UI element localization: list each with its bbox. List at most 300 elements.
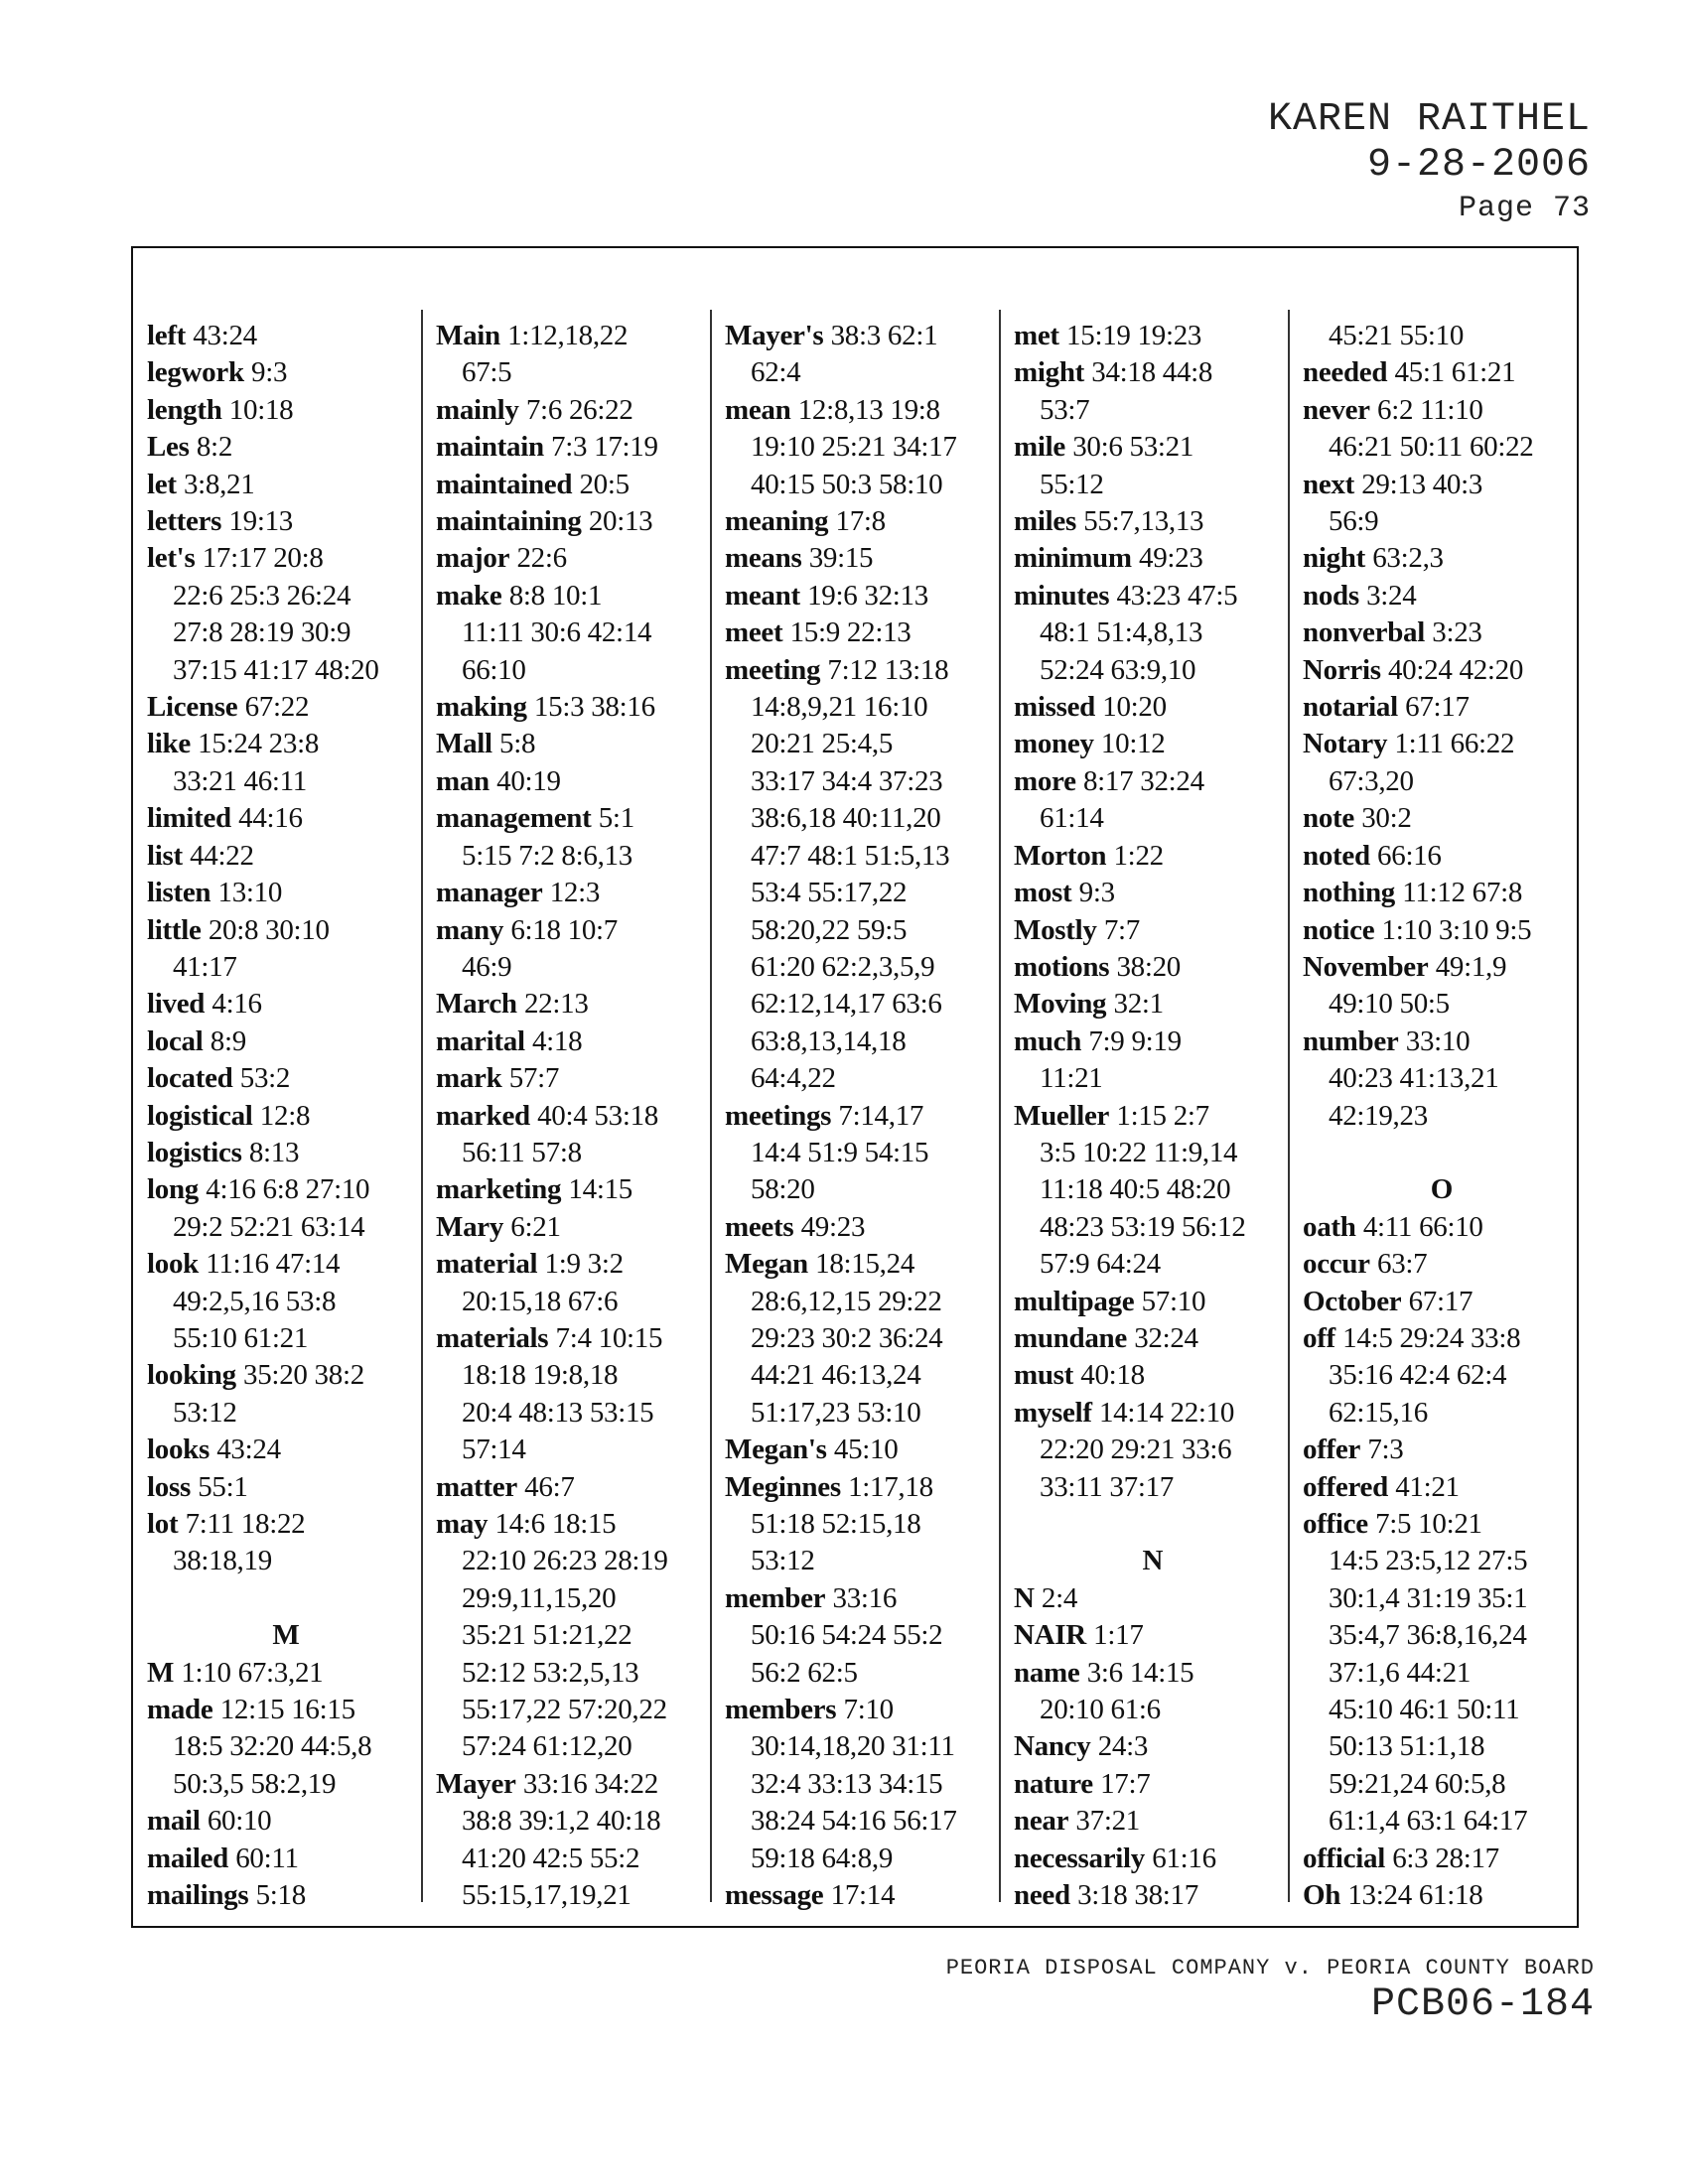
page-line-refs: 14:4 51:9 54:15 xyxy=(751,1136,929,1168)
index-term: myself xyxy=(1014,1396,1092,1429)
index-continuation xyxy=(725,1284,1003,1320)
index-entry xyxy=(1014,726,1292,762)
page-line-refs: 58:20 xyxy=(751,1173,815,1206)
page-line-refs: 17:14 xyxy=(830,1879,896,1912)
page-line-refs: 55:10 61:21 xyxy=(173,1321,309,1354)
page-line-refs: 50:16 54:24 55:2 xyxy=(751,1619,943,1652)
index-continuation xyxy=(725,912,1003,949)
index-term: marked xyxy=(436,1099,530,1132)
page-line-refs: 5:8 xyxy=(499,728,536,760)
page-line-refs: 20:10 61:6 xyxy=(1040,1694,1161,1726)
page-line-refs: 5:18 xyxy=(255,1879,306,1912)
page-line-refs: 38:6,18 40:11,20 xyxy=(751,802,941,835)
index-entry xyxy=(1014,1320,1292,1357)
page-line-refs: 37:1,6 44:21 xyxy=(1329,1656,1472,1689)
index-continuation xyxy=(147,1766,425,1803)
index-entry xyxy=(1014,354,1292,391)
page-line-refs: 33:10 xyxy=(1405,1024,1471,1057)
index-term: Mostly xyxy=(1014,913,1097,946)
page-line-refs: 3:8,21 xyxy=(183,468,255,500)
index-entry xyxy=(1014,986,1292,1023)
index-term: member xyxy=(725,1581,826,1614)
index-entry xyxy=(725,392,1003,429)
page-line-refs: 4:11 66:10 xyxy=(1362,1210,1483,1243)
index-entry xyxy=(147,1655,425,1692)
page-line-refs: 14:5 29:24 33:8 xyxy=(1342,1321,1521,1354)
page-line-refs: 1:17,18 xyxy=(848,1470,933,1503)
index-entry xyxy=(147,689,425,726)
index-continuation xyxy=(147,1209,425,1246)
page-line-refs: 33:16 34:22 xyxy=(522,1767,658,1800)
index-term: may xyxy=(436,1508,489,1540)
index-entry xyxy=(436,392,714,429)
page-line-refs: 51:18 52:15,18 xyxy=(751,1508,921,1540)
index-term: Moving xyxy=(1014,988,1107,1021)
index-entry xyxy=(147,1506,425,1543)
page-line-refs: 30:14,18,20 31:11 xyxy=(751,1730,955,1763)
page-line-refs: 29:9,11,15,20 xyxy=(462,1581,617,1614)
page-line-refs: 67:3,20 xyxy=(1329,764,1414,797)
index-continuation xyxy=(436,354,714,391)
index-entry xyxy=(147,429,425,466)
page-line-refs: 56:11 57:8 xyxy=(462,1136,582,1168)
page-line-refs: 9:3 xyxy=(251,356,288,389)
index-entry xyxy=(147,986,425,1023)
page-line-refs: 66:16 xyxy=(1377,839,1442,872)
page-line-refs: 20:8 30:10 xyxy=(208,913,330,946)
page-line-refs: 38:3 62:1 xyxy=(830,320,938,351)
index-continuation xyxy=(725,1357,1003,1394)
page-line-refs: 56:2 62:5 xyxy=(751,1656,858,1689)
index-entry xyxy=(725,1246,1003,1283)
index-term: members xyxy=(725,1694,837,1726)
index-entry xyxy=(1303,354,1581,391)
index-continuation xyxy=(725,1543,1003,1579)
index-term: off xyxy=(1303,1321,1335,1354)
index-continuation xyxy=(436,614,714,651)
index-term: noted xyxy=(1303,839,1370,872)
page-line-refs: 7:14,17 xyxy=(838,1099,924,1132)
index-continuation xyxy=(1014,1246,1292,1283)
page-line-refs: 22:20 29:21 33:6 xyxy=(1040,1433,1232,1466)
page-line-refs: 14:14 22:10 xyxy=(1098,1396,1235,1429)
index-entry xyxy=(725,318,1003,354)
index-entry xyxy=(147,503,425,540)
page-line-refs: 50:3,5 58:2,19 xyxy=(173,1767,337,1800)
page-line-refs: 44:21 46:13,24 xyxy=(751,1359,921,1392)
page-line-refs: 30:6 53:21 xyxy=(1072,431,1194,464)
index-continuation xyxy=(1303,763,1581,800)
index-continuation xyxy=(1303,1803,1581,1840)
index-entry xyxy=(147,1469,425,1506)
index-continuation xyxy=(147,1395,425,1432)
page-line-refs: 59:21,24 60:5,8 xyxy=(1329,1767,1506,1800)
index-term: materials xyxy=(436,1321,549,1354)
index-entry xyxy=(1014,1395,1292,1432)
index-term: meetings xyxy=(725,1099,832,1132)
index-term: matter xyxy=(436,1470,517,1503)
page-line-refs: 18:15,24 xyxy=(815,1248,915,1281)
index-continuation xyxy=(436,1841,714,1877)
page-line-refs: 3:18 38:17 xyxy=(1077,1879,1198,1912)
index-entry xyxy=(1014,578,1292,614)
index-term: money xyxy=(1014,728,1094,760)
page-line-refs: 49:1,9 xyxy=(1435,950,1507,983)
index-entry xyxy=(147,1024,425,1060)
page-line-refs: 44:16 xyxy=(238,802,303,835)
page-line-refs: 11:21 xyxy=(1040,1062,1103,1095)
page-line-refs: 11:16 47:14 xyxy=(206,1248,341,1281)
page-line-refs: 12:8,13 19:8 xyxy=(797,393,940,426)
page-line-refs: 4:16 xyxy=(211,988,262,1021)
page-line-refs: 52:12 53:2,5,13 xyxy=(462,1656,639,1689)
index-entry xyxy=(436,467,714,503)
page-line-refs: 3:23 xyxy=(1432,616,1482,649)
index-entry xyxy=(1014,1803,1292,1840)
index-continuation xyxy=(1303,1766,1581,1803)
page-line-refs: 37:21 xyxy=(1075,1805,1140,1838)
page-line-refs: 6:18 10:7 xyxy=(510,913,619,946)
index-entry xyxy=(1014,1841,1292,1877)
index-term: Mayer xyxy=(436,1767,516,1800)
index-term: list xyxy=(147,839,183,872)
page-line-refs: 13:10 xyxy=(217,877,283,909)
page-line-refs: 53:12 xyxy=(751,1545,815,1577)
index-continuation xyxy=(436,1692,714,1728)
index-term: looks xyxy=(147,1433,210,1466)
page-line-refs: 37:15 41:17 48:20 xyxy=(173,653,379,686)
index-continuation xyxy=(436,1395,714,1432)
index-entry xyxy=(725,1692,1003,1728)
page-line-refs: 55:1 xyxy=(198,1470,248,1503)
index-entry xyxy=(1303,467,1581,503)
index-term: lived xyxy=(147,988,206,1021)
index-term: length xyxy=(147,393,222,426)
index-term: night xyxy=(1303,542,1365,575)
index-continuation xyxy=(1014,1060,1292,1097)
index-term: miles xyxy=(1014,505,1076,538)
index-entry xyxy=(436,1506,714,1543)
index-entry xyxy=(1014,1877,1292,1914)
index-continuation xyxy=(436,1284,714,1320)
page-line-refs: 9:3 xyxy=(1078,877,1115,909)
page-line-refs: 48:23 53:19 56:12 xyxy=(1040,1210,1246,1243)
index-term: need xyxy=(1014,1879,1070,1912)
index-entry xyxy=(1014,838,1292,875)
page-line-refs: 61:14 xyxy=(1040,802,1104,835)
index-entry xyxy=(725,1580,1003,1617)
index-entry xyxy=(147,1060,425,1097)
index-entry xyxy=(1303,614,1581,651)
index-term: Mueller xyxy=(1014,1099,1110,1132)
index-entry xyxy=(436,1246,714,1283)
index-term: minimum xyxy=(1014,542,1132,575)
index-entry xyxy=(1014,318,1292,354)
index-entry xyxy=(147,1432,425,1468)
index-term: mundane xyxy=(1014,1321,1127,1354)
page-line-refs: 63:8,13,14,18 xyxy=(751,1024,907,1057)
index-term: left xyxy=(147,320,187,351)
page-line-refs: 57:14 xyxy=(462,1433,526,1466)
page-line-refs: 67:5 xyxy=(462,356,512,389)
index-entry xyxy=(147,800,425,837)
index-continuation xyxy=(1303,1357,1581,1394)
index-entry xyxy=(147,1135,425,1171)
page-line-refs: 8:8 10:1 xyxy=(508,579,603,612)
page-line-refs: 10:18 xyxy=(228,393,294,426)
page-line-refs: 10:12 xyxy=(1100,728,1166,760)
page-line-refs: 67:17 xyxy=(1405,691,1470,724)
index-continuation xyxy=(725,1617,1003,1654)
page-line-refs: 20:21 25:4,5 xyxy=(751,728,894,760)
index-term: let xyxy=(147,468,177,500)
index-term: Meginnes xyxy=(725,1470,841,1503)
index-term: October xyxy=(1303,1285,1402,1317)
index-entry xyxy=(1303,1506,1581,1543)
index-entry xyxy=(1014,1766,1292,1803)
page-line-refs: 41:20 42:5 55:2 xyxy=(462,1842,640,1874)
page-line-refs: 7:7 xyxy=(1103,913,1140,946)
index-entry xyxy=(147,1246,425,1283)
index-entry xyxy=(725,503,1003,540)
index-column-5 xyxy=(1303,318,1581,1914)
page-line-refs: 49:23 xyxy=(1139,542,1203,575)
index-entry xyxy=(1014,1284,1292,1320)
index-term: note xyxy=(1303,802,1354,835)
index-entry xyxy=(436,763,714,800)
page-line-refs: 40:24 42:20 xyxy=(1387,653,1524,686)
index-term: official xyxy=(1303,1842,1385,1874)
index-continuation xyxy=(1303,318,1581,354)
index-continuation xyxy=(725,467,1003,503)
index-entry xyxy=(725,1098,1003,1135)
page-line-refs: 30:1,4 31:19 35:1 xyxy=(1329,1581,1528,1614)
index-term: Morton xyxy=(1014,839,1107,872)
page-line-refs: 40:23 41:13,21 xyxy=(1329,1062,1499,1095)
index-continuation xyxy=(147,614,425,651)
page-line-refs: 8:2 xyxy=(196,431,233,464)
index-continuation xyxy=(725,726,1003,762)
index-continuation xyxy=(1303,1395,1581,1432)
index-entry xyxy=(147,875,425,911)
page-line-refs: 3:24 xyxy=(1366,579,1417,612)
page-line-refs: 41:21 xyxy=(1395,1470,1460,1503)
page-line-refs: 57:10 xyxy=(1141,1285,1206,1317)
page-line-refs: 12:3 xyxy=(549,877,601,909)
index-term: offered xyxy=(1303,1470,1388,1503)
index-continuation xyxy=(1303,1617,1581,1654)
page-line-refs: 57:24 61:12,20 xyxy=(462,1730,632,1763)
index-entry xyxy=(436,912,714,949)
index-column-2 xyxy=(436,318,714,1914)
index-continuation xyxy=(725,1320,1003,1357)
index-continuation xyxy=(436,1803,714,1840)
index-term: mile xyxy=(1014,431,1065,464)
index-term: logistical xyxy=(147,1099,253,1132)
index-continuation xyxy=(1014,1432,1292,1468)
page-line-refs: 7:12 13:18 xyxy=(827,653,949,686)
index-term: met xyxy=(1014,320,1059,351)
index-continuation xyxy=(1014,614,1292,651)
index-column-3 xyxy=(725,318,1003,1914)
index-entry xyxy=(436,1209,714,1246)
index-term: March xyxy=(436,988,517,1021)
index-entry xyxy=(147,912,425,949)
index-term: License xyxy=(147,691,238,724)
page-line-refs: 7:6 26:22 xyxy=(525,393,633,426)
index-entry xyxy=(436,800,714,837)
index-entry xyxy=(436,429,714,466)
page-line-refs: 7:3 17:19 xyxy=(551,431,658,464)
page-line-refs: 43:24 xyxy=(193,320,257,351)
index-entry xyxy=(1303,949,1581,986)
index-entry xyxy=(1014,503,1292,540)
index-term: near xyxy=(1014,1805,1069,1838)
page-line-refs: 56:9 xyxy=(1329,505,1379,538)
index-term: mailed xyxy=(147,1842,228,1874)
index-continuation xyxy=(1014,1692,1292,1728)
index-continuation xyxy=(1014,1209,1292,1246)
index-entry xyxy=(1014,875,1292,911)
page-line-refs: 1:17 xyxy=(1093,1619,1144,1652)
index-column-4 xyxy=(1014,318,1292,1914)
index-continuation xyxy=(436,1655,714,1692)
page-line-refs: 1:15 2:7 xyxy=(1116,1099,1209,1132)
page-line-refs: 45:21 55:10 xyxy=(1329,320,1465,351)
page-line-refs: 29:2 52:21 63:14 xyxy=(173,1210,365,1243)
index-continuation xyxy=(147,1320,425,1357)
page-line-refs: 57:7 xyxy=(508,1062,560,1095)
page-line-refs: 7:4 10:15 xyxy=(555,1321,663,1354)
page-line-refs: 29:13 40:3 xyxy=(1361,468,1483,500)
index-entry xyxy=(1303,1877,1581,1914)
index-term: November xyxy=(1303,950,1429,983)
page-line-refs: 33:11 37:17 xyxy=(1040,1470,1174,1503)
page-line-refs: 38:24 54:16 56:17 xyxy=(751,1805,957,1838)
index-continuation xyxy=(725,875,1003,911)
page-line-refs: 32:4 33:13 34:15 xyxy=(751,1767,943,1800)
index-term: make xyxy=(436,579,502,612)
index-entry xyxy=(147,1841,425,1877)
index-entry xyxy=(1014,689,1292,726)
index-continuation xyxy=(436,1877,714,1914)
index-continuation xyxy=(1014,392,1292,429)
index-entry xyxy=(436,578,714,614)
index-entry xyxy=(1014,1098,1292,1135)
index-continuation xyxy=(725,1506,1003,1543)
index-term: meaning xyxy=(725,505,829,538)
index-term: Les xyxy=(147,431,190,464)
page-line-refs: 49:2,5,16 53:8 xyxy=(173,1285,337,1317)
index-term: located xyxy=(147,1062,233,1095)
page-line-refs: 63:2,3 xyxy=(1372,542,1444,575)
index-term: material xyxy=(436,1248,538,1281)
page-line-refs: 15:24 23:8 xyxy=(198,728,320,760)
page-line-refs: 4:16 6:8 27:10 xyxy=(206,1173,370,1206)
index-term: more xyxy=(1014,764,1076,797)
index-term: might xyxy=(1014,356,1085,389)
index-term: let's xyxy=(147,542,196,575)
index-entry xyxy=(1303,540,1581,577)
index-term: necessarily xyxy=(1014,1842,1146,1874)
index-continuation xyxy=(1303,986,1581,1023)
index-continuation xyxy=(1014,800,1292,837)
index-continuation xyxy=(1014,467,1292,503)
index-term: offer xyxy=(1303,1433,1361,1466)
index-term: Oh xyxy=(1303,1879,1341,1912)
page-line-refs: 15:9 22:13 xyxy=(789,616,912,649)
index-term: long xyxy=(147,1173,199,1206)
index-entry xyxy=(1014,1357,1292,1394)
page-line-refs: 8:13 xyxy=(248,1136,300,1168)
index-entry xyxy=(1014,1617,1292,1654)
case-number: PCB06-184 xyxy=(1370,1982,1595,2027)
index-term: meet xyxy=(725,616,783,649)
page-line-refs: 28:6,12,15 29:22 xyxy=(751,1285,942,1317)
index-term: maintained xyxy=(436,468,573,500)
page-line-refs: 12:15 16:15 xyxy=(219,1694,355,1726)
index-continuation xyxy=(1303,1098,1581,1135)
index-entry xyxy=(1303,1246,1581,1283)
index-term: Norris xyxy=(1303,653,1381,686)
index-entry xyxy=(147,1692,425,1728)
page-line-refs: 42:19,23 xyxy=(1329,1099,1428,1132)
index-continuation xyxy=(436,1357,714,1394)
index-term: never xyxy=(1303,393,1370,426)
index-entry xyxy=(1014,763,1292,800)
index-continuation xyxy=(436,1135,714,1171)
index-continuation xyxy=(436,1617,714,1654)
page-number: Page 73 xyxy=(1458,192,1591,225)
index-term: look xyxy=(147,1248,199,1281)
page-line-refs: 43:24 xyxy=(216,1433,281,1466)
page-line-refs: 20:4 48:13 53:15 xyxy=(462,1396,654,1429)
case-caption: PEORIA DISPOSAL COMPANY v. PEORIA COUNTY BOARD xyxy=(945,1956,1595,1980)
page-line-refs: 67:17 xyxy=(1408,1285,1474,1317)
page-line-refs: 20:15,18 67:6 xyxy=(462,1285,619,1317)
index-term: lot xyxy=(147,1508,179,1540)
index-continuation xyxy=(147,949,425,986)
index-entry xyxy=(436,986,714,1023)
index-term: NAIR xyxy=(1014,1619,1086,1652)
index-entry xyxy=(436,318,714,354)
page-line-refs: 33:17 34:4 37:23 xyxy=(751,764,943,797)
index-entry xyxy=(1303,578,1581,614)
index-term: much xyxy=(1014,1024,1082,1057)
index-entry xyxy=(147,838,425,875)
page-line-refs: 1:11 66:22 xyxy=(1394,728,1515,760)
index-continuation xyxy=(1014,652,1292,689)
index-term: occur xyxy=(1303,1248,1370,1281)
page-line-refs: 11:18 40:5 48:20 xyxy=(1040,1173,1231,1206)
page-line-refs: 40:4 53:18 xyxy=(537,1099,658,1132)
index-entry xyxy=(1303,652,1581,689)
page-line-refs: 53:7 xyxy=(1040,393,1090,426)
index-entry xyxy=(147,1357,425,1394)
index-term: N xyxy=(1014,1581,1035,1614)
page-line-refs: 14:6 18:15 xyxy=(494,1508,617,1540)
index-term: mean xyxy=(725,393,791,426)
section-letter: N xyxy=(1142,1545,1164,1577)
page-line-refs: 11:12 67:8 xyxy=(1402,877,1523,909)
index-continuation xyxy=(725,1060,1003,1097)
index-entry xyxy=(1014,912,1292,949)
index-entry xyxy=(1303,838,1581,875)
page-line-refs: 32:24 xyxy=(1134,1321,1198,1354)
page-line-refs: 7:11 18:22 xyxy=(185,1508,306,1540)
index-entry xyxy=(725,652,1003,689)
index-term: meant xyxy=(725,579,800,612)
